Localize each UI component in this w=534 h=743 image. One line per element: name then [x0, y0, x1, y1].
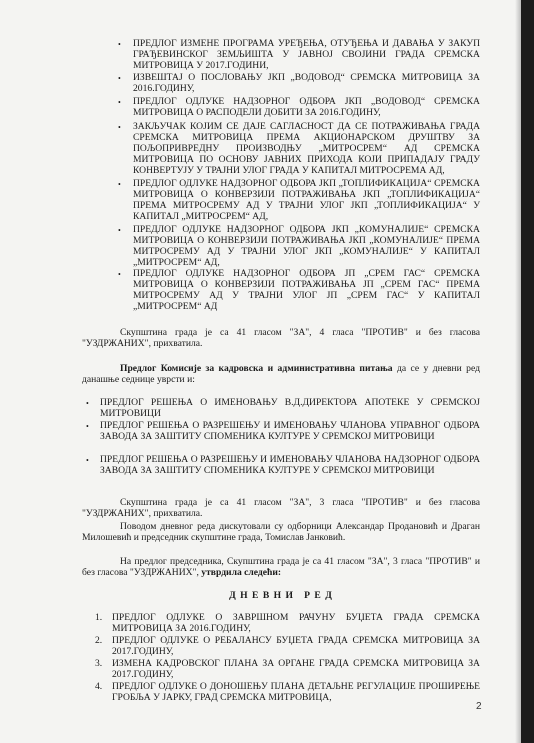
agenda-item-number: 3. — [95, 658, 103, 669]
agenda-item-number: 4. — [95, 681, 103, 692]
commission-paragraph — [82, 363, 480, 385]
agenda-item-number: 2. — [95, 635, 103, 646]
list-item: ЗАКЉУЧАК КОЈИМ СЕ ДАЈЕ САГЛАСНОСТ ДА СЕ ПОТРАЖИВАЊА ГРАДА СРЕМСКА МИТРОВИЦА ПРЕМА АКЦИОНАРСКОМ ДРУШТВУ ЗА ПОЉОПРИВРЕДНУ ПРОИЗВОДЊУ „МИТРОСРЕМ“ АД СРЕМСКА МИТРОВИЦА ПО ОСНОВУ ЈАВНИХ ПРИХОДА КОЈИ ПРИПАДАЈУ ГРАДУ КОНВЕРТУЈУ У ТРАЈНИ УЛОГ ГРАДА У КАПИТАЛ МИТРОСРЕМА АД, — [133, 121, 480, 177]
bullet-icon: • — [118, 74, 121, 83]
bullet-icon: • — [86, 399, 89, 408]
agenda-item-number: 1. — [95, 612, 103, 623]
bullet-icon: • — [118, 40, 121, 49]
list-item: ПРЕДЛОГ РЕШЕЊА О РАЗРЕШЕЊУ И ИМЕНОВАЊУ ЧЛАНОВА УПРАВНОГ ОДБОРА ЗАВОДА ЗА ЗАШТИТУ СПОМЕНИКА КУЛТУРЕ У СРЕМСКОЈ МИТРОВИЦИ — [100, 420, 480, 443]
list-item: ПРЕДЛОГ ОДЛУКЕ НАДЗОРНОГ ОДБОРА ЈКП „ТОПЛИФИКАЦИЈА“ СРЕМСКА МИТРОВИЦА О КОНВЕРЗИЈИ ПОТРАЖИВАЊА ЈКП „ТОПЛИФИКАЦИЈА“ ПРЕМА МИТРОСРЕМУ АД У ТРАЈНИ УЛОГ ЈКП „ТОПЛИФИКАЦИЈА“ У КАПИТАЛ „МИТРОСРЕМ“ АД, — [133, 178, 480, 223]
commission-text: да се у дневни ред данашње седнице уврсти и: — [82, 363, 480, 386]
list-item: ПРЕДЛОГ РЕШЕЊА О РАЗРЕШЕЊУ И ИМЕНОВАЊУ ЧЛАНОВА НАДЗОРНОГ ОДБОРА ЗАВОДА ЗА ЗАШТИТУ СПОМЕНИКА КУЛТУРЕ У СРЕМСКОЈ МИТРОВИЦИ — [100, 454, 480, 477]
bullet-icon: • — [118, 180, 121, 189]
page-edge — [515, 0, 521, 743]
agenda-item: ПРЕДЛОГ ОДЛУКЕ О ЗАВРШНОМ РАЧУНУ БУЏЕТА ГРАДА СРЕМСКА МИТРОВИЦА ЗА 2016.ГОДИНУ, — [112, 612, 480, 635]
agenda-item: ИЗМЕНА КАДРОВСКОГ ПЛАНА ЗА ОРГАНЕ ГРАДА СРЕМСКА МИТРОВИЦА ЗА 2017.ГОДИНУ, — [112, 658, 480, 681]
vote-result-paragraph: Скупштина града је са 41 гласом "ЗА", 4 гласа "ПРОТИВ" и без гласова "УЗДРЖАНИХ", прихватила. — [82, 327, 480, 350]
page-number: 2 — [476, 701, 482, 712]
bullet-icon: • — [118, 270, 121, 279]
list-item: ПРЕДЛОГ ОДЛУКЕ НАДЗОРНОГ ОДБОРА ЈКП „ВОДОВОД“ СРЕМСКА МИТРОВИЦА О РАСПОДЕЛИ ДОБИТИ ЗА 2016.ГОДИНУ, — [133, 96, 480, 119]
bullet-icon: • — [86, 422, 89, 431]
bullet-icon: • — [86, 456, 89, 465]
vote-result-paragraph: Скупштина града је са 41 гласом "ЗА", 3 гласа "ПРОТИВ" и без гласова "УЗДРЖАНИХ", прихватила. — [82, 497, 480, 520]
discussion-paragraph: Поводом дневног реда дискутовали су одборници Александар Продановић и Драган Милошевић и председник скупштине града, Томислав Јанковић. — [82, 521, 480, 544]
proposal-paragraph — [82, 556, 480, 578]
commission-title: Предлог Комисије за кадровска и административна питања — [120, 363, 393, 374]
bullet-icon: • — [118, 226, 121, 235]
bullet-icon: • — [118, 98, 121, 107]
list-item: ПРЕДЛОГ ОДЛУКЕ НАДЗОРНОГ ОДБОРА ЈКП „КОМУНАЛИЈЕ“ СРЕМСКА МИТРОВИЦА О КОНВЕРЗИЈИ ПОТРАЖИВАЊА ЈКП „КОМУНАЛИЈЕ“ ПРЕМА МИТРОСРЕМУ АД У ТРАЈНИ УЛОГ ЈКП „КОМУНАЛИЈЕ“ У КАПИТАЛ „МИТРОСРЕМ“ АД, — [133, 224, 480, 269]
agenda-item: ПРЕДЛОГ ОДЛУКЕ О РЕБАЛАНСУ БУЏЕТА ГРАДА СРЕМСКА МИТРОВИЦА ЗА 2017.ГОДИНУ, — [112, 635, 480, 658]
list-item: ПРЕДЛОГ ИЗМЕНЕ ПРОГРАМА УРЕЂЕЊА, ОТУЂЕЊА И ДАВАЊА У ЗАКУП ГРАЂЕВИНСКОГ ЗЕМЉИШТА У ЈАВНОЈ СВОЈИНИ ГРАДА СРЕМСКА МИТРОВИЦА У 2017.ГОДИНИ, — [133, 38, 480, 72]
list-item: ПРЕДЛОГ РЕШЕЊА О ИМЕНОВАЊУ В.Д.ДИРЕКТОРА АПОТЕКЕ У СРЕМСКОЈ МИТРОВИЦИ — [100, 397, 480, 420]
agenda-item: ПРЕДЛОГ ОДЛУКЕ О ДОНОШЕЊУ ПЛАНА ДЕТАЉНЕ РЕГУЛАЦИЈЕ ПРОШИРЕЊЕ ГРОБЉА У ЈАРКУ, ГРАД СРЕМСКА МИТРОВИЦА, — [112, 681, 480, 704]
proposal-text: На предлог председника, Скупштина града је са 41 гласом "ЗА", 3 гласа "ПРОТИВ" и без гласова "УЗДРЖАНИХ", — [82, 556, 480, 579]
list-item: ИЗВЕШТАЈ О ПОСЛОВАЊУ ЈКП „ВОДОВОД“ СРЕМСКА МИТРОВИЦА ЗА 2016.ГОДИНУ, — [133, 72, 480, 95]
list-item: ПРЕДЛОГ ОДЛУКЕ НАДЗОРНОГ ОДБОРА ЈП „СРЕМ ГАС“ СРЕМСКА МИТРОВИЦА О КОНВЕРЗИЈИ ПОТРАЖИВАЊА ЈП „СРЕМ ГАС“ ПРЕМА МИТРОСРЕМУ АД У ТРАЈНИ УЛОГ ЈП „СРЕМ ГАС“ У КАПИТАЛ „МИТРОСРЕМ“ АД — [133, 268, 480, 313]
bullet-icon: • — [118, 123, 121, 132]
proposal-bold: утврдила следећи: — [201, 567, 282, 579]
agenda-title: Д Н Е В Н И Р Е Д — [229, 590, 333, 601]
